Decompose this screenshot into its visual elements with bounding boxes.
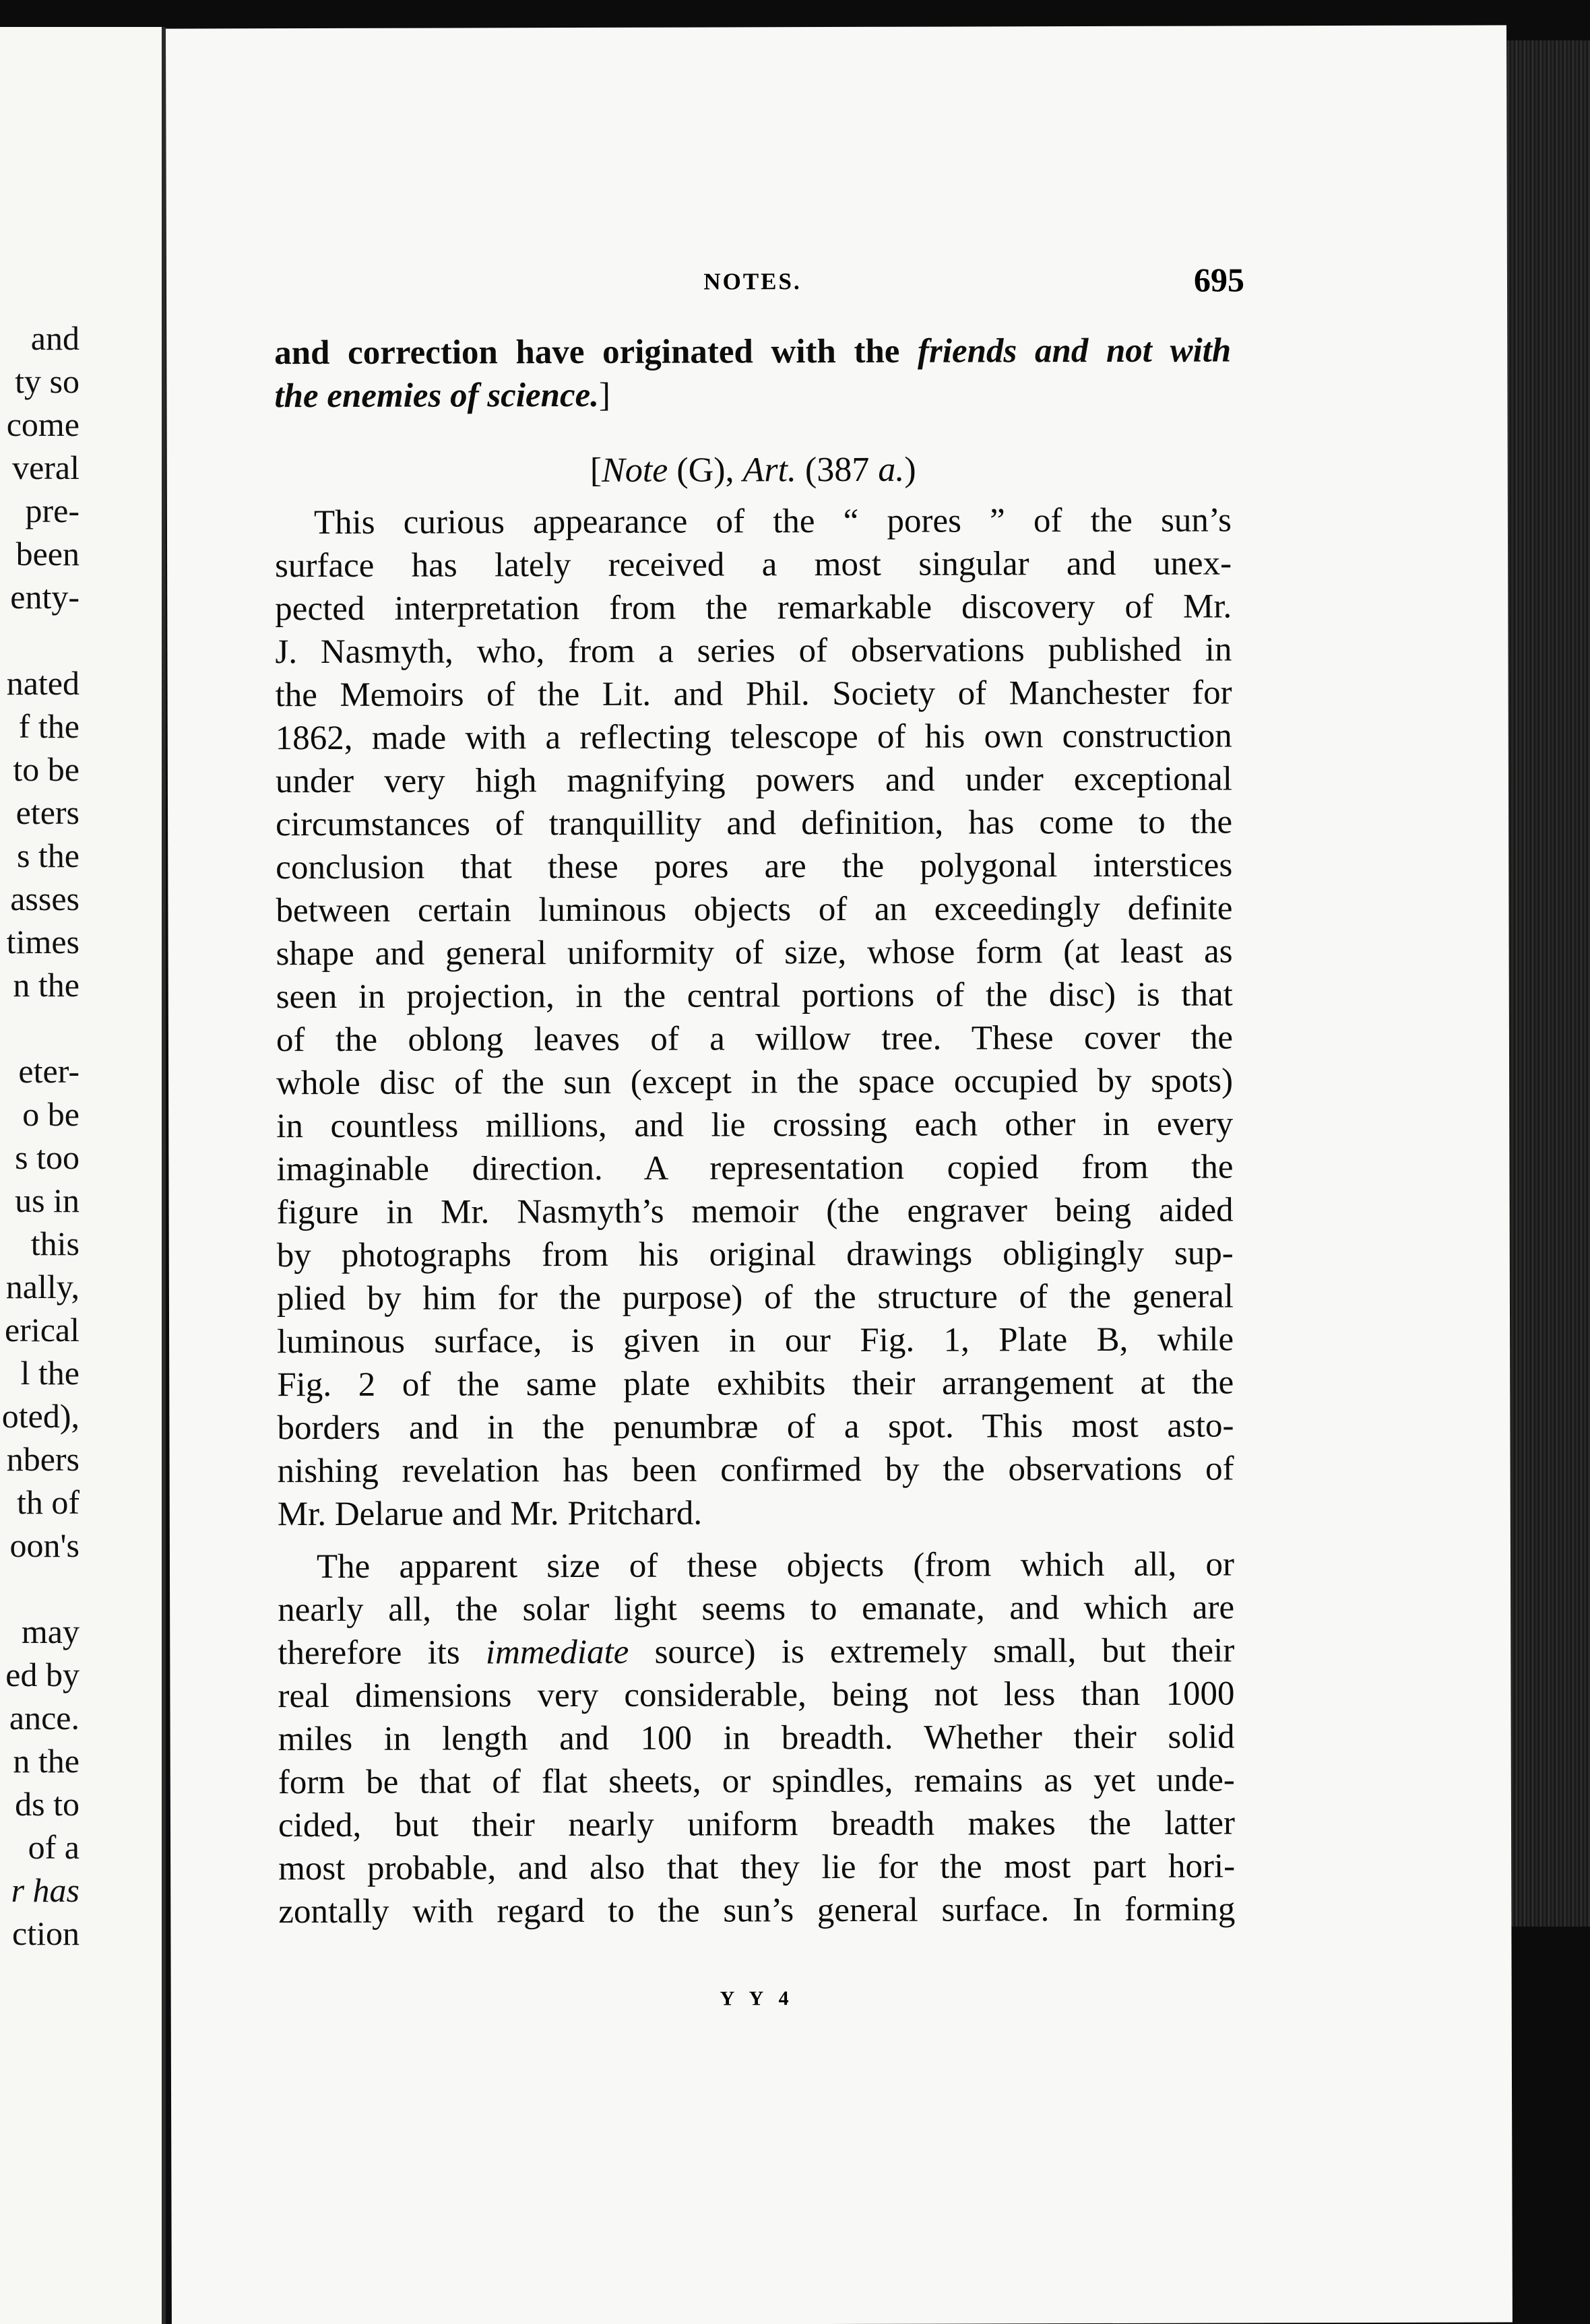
facing-page-fragment-line: n the	[13, 966, 80, 1004]
facing-page-fragment-line: of a	[28, 1828, 80, 1866]
continuation-line: and correction have originated with the friends and not with	[274, 331, 1232, 373]
text-line: luminous surface, is given in our Fig. 1, Plate B, while	[277, 1320, 1234, 1361]
facing-page-fragment-line: o be	[22, 1095, 80, 1133]
text-line: nearly all, the solar light seems to emanate, and which are	[278, 1588, 1235, 1629]
facing-page-fragment-line: l the	[20, 1354, 80, 1392]
facing-page-fragment-line: r has	[11, 1871, 80, 1909]
facing-page-fragment-line: times	[6, 923, 80, 961]
facing-page-fragment-line: oon's	[9, 1526, 80, 1564]
paragraph-2-rest	[278, 1672, 1235, 1933]
text-line: whole disc of the sun (except in the space occupied by spots)	[276, 1062, 1234, 1103]
text-line: of the oblong leaves of a willow tree. These cover the	[276, 1019, 1234, 1060]
facing-page-fragment-line: ds to	[15, 1785, 80, 1823]
facing-page-fragment-line: s the	[16, 837, 80, 874]
text-line: most probable, and also that they lie for the most part hori-	[278, 1847, 1236, 1888]
facing-page-fragment-line: nally,	[5, 1268, 80, 1305]
facing-page-fragment-line: s too	[15, 1138, 80, 1176]
text-line: The apparent size of these objects (from which all, or	[316, 1545, 1235, 1586]
facing-page-fragment-line: ed by	[5, 1656, 80, 1693]
running-head	[274, 260, 1245, 303]
book-page	[166, 25, 1513, 2324]
facing-page-fragment-line: nbers	[6, 1440, 80, 1478]
facing-page-fragment-line: th of	[16, 1483, 80, 1521]
text-line: cided, but their nearly uniform breadth makes the latter	[278, 1804, 1236, 1845]
text-line: imaginable direction. A representation copied from the	[276, 1148, 1234, 1189]
text-line: form be that of flat sheets, or spindles, remains as yet unde-	[278, 1761, 1235, 1802]
facing-page-fragment-line: to be	[13, 750, 80, 788]
page-number: 695	[1193, 261, 1245, 299]
text-line: shape and general uniformity of size, whose form (at least as	[276, 932, 1233, 973]
facing-page-fragment-line: f the	[18, 707, 80, 745]
text-line: nishing revelation has been confirmed by the observations of	[277, 1450, 1234, 1491]
continuation-line: the enemies of science.]	[274, 376, 611, 416]
facing-page-fragment-line: veral	[12, 449, 80, 486]
facing-page-fragment	[0, 27, 166, 2324]
page-body	[274, 329, 1235, 1933]
facing-page-text	[2, 317, 80, 1955]
facing-page-fragment-line	[2, 1006, 80, 1050]
facing-page-fragment-line	[2, 1567, 80, 1610]
running-title: NOTES.	[703, 268, 802, 295]
text-line: the Memoirs of the Lit. and Phil. Society of Manchester for	[275, 674, 1232, 715]
facing-page-fragment-line: nated	[6, 664, 80, 702]
facing-page-fragment-line: erical	[4, 1311, 80, 1349]
facing-page-fragment-line: eters	[15, 794, 80, 831]
facing-page-fragment-line: eter-	[18, 1052, 80, 1090]
facing-page-fragment-line: ance.	[9, 1699, 80, 1737]
text-line: zontally with regard to the sun’s general surface. In forming	[278, 1890, 1236, 1931]
facing-page-fragment-line: asses	[10, 880, 80, 917]
book-page-edges	[1502, 40, 1590, 1927]
text-line: This curious appearance of the “ pores ” of the sun’s	[313, 501, 1232, 542]
text-line: plied by him for the purpose) of the structure of the general	[276, 1277, 1234, 1318]
facing-page-fragment-line: oted),	[1, 1397, 80, 1435]
text-line: real dimensions very considerable, being not less than 1000	[278, 1675, 1235, 1716]
facing-page-fragment-line: and	[30, 319, 80, 357]
facing-page-fragment-line: pre-	[25, 492, 80, 529]
text-line: J. Nasmyth, who, from a series of observations published in	[275, 631, 1232, 672]
text-line: Fig. 2 of the same plate exhibits their arrangement at the	[277, 1363, 1234, 1405]
text-line: miles in length and 100 in breadth. Whether their solid	[278, 1718, 1235, 1759]
facing-page-fragment-line: ty so	[15, 362, 80, 400]
text-line: circumstances of tranquillity and definition, has come to the	[276, 803, 1233, 844]
facing-page-fragment-line: ction	[12, 1914, 80, 1952]
text-line: conclusion that these pores are the polygonal interstices	[276, 846, 1233, 887]
text-line: Mr. Delarue and Mr. Pritchard.	[277, 1494, 703, 1534]
facing-page-fragment-line: may	[21, 1613, 80, 1650]
text-line: therefore its immediate source) is extremely small, but their	[278, 1632, 1235, 1673]
text-line: surface has lately received a most singular and unex-	[275, 544, 1232, 585]
facing-page-fragment-line: n the	[13, 1742, 80, 1780]
text-line: seen in projection, in the central portions of the disc) is that	[276, 975, 1233, 1016]
text-line: in countless millions, and lie crossing each other in every	[276, 1105, 1234, 1146]
paragraph-1	[275, 498, 1234, 1536]
facing-page-fragment-line: this	[30, 1225, 80, 1262]
paragraph-2	[278, 1543, 1236, 1933]
text-line: under very high magnifying powers and under exceptional	[275, 760, 1232, 801]
note-heading: [Note (G), Art. (387 a.)	[590, 450, 916, 490]
facing-page-fragment-line: enty-	[10, 578, 80, 616]
text-line: by photographs from his original drawings obligingly sup-	[276, 1234, 1234, 1275]
signature-mark: Y Y 4	[720, 1987, 794, 2010]
text-line: pected interpretation from the remarkable discovery of Mr.	[275, 587, 1232, 628]
text-line: borders and in the penumbræ of a spot. This most asto-	[277, 1407, 1234, 1448]
facing-page-fragment-line: come	[6, 406, 80, 443]
facing-page-fragment-line	[2, 618, 80, 661]
text-line: figure in Mr. Nasmyth’s memoir (the engraver being aided	[276, 1191, 1234, 1232]
text-line: between certain luminous objects of an exceedingly definite	[276, 889, 1233, 930]
text-line: 1862, made with a reflecting telescope of his own construction	[275, 717, 1232, 758]
facing-page-fragment-line: us in	[15, 1182, 80, 1219]
facing-page-fragment-line: been	[15, 535, 80, 573]
